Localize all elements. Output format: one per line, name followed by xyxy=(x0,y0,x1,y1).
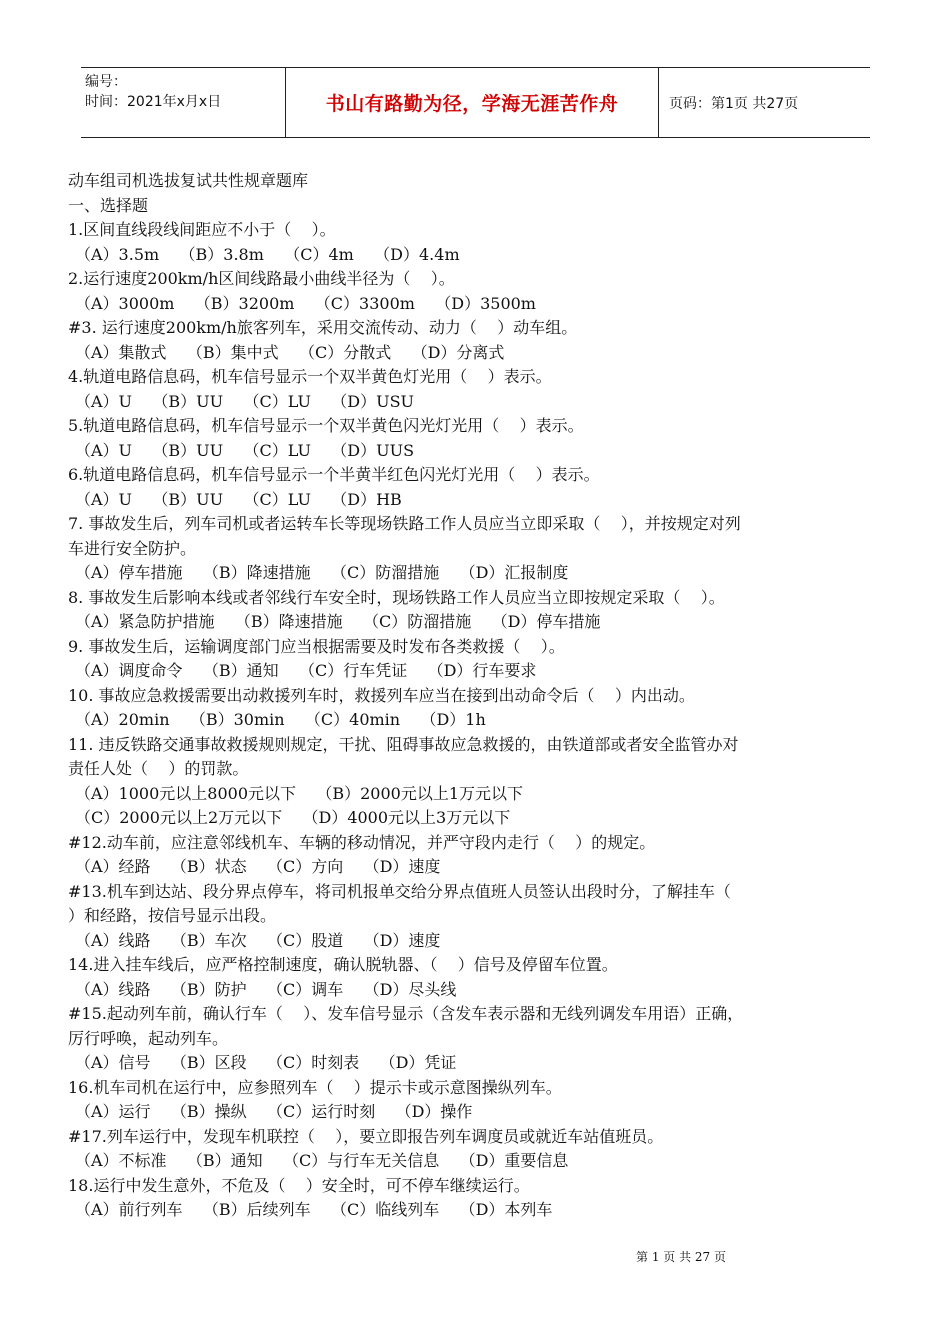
question-text: 1.区间直线段线间距应不小于（ ）。 xyxy=(68,220,336,239)
question-text: ）和经路，按信号显示出段。 xyxy=(68,906,277,925)
question-text: #13.机车到达站、段分界点停车，将司机报单交给分界点值班人员签认出段时分，了解挂车（ xyxy=(68,881,731,901)
answer-options: （A）调度命令 （B）通知 （C）行车凭证 （D）行车要求 xyxy=(75,661,537,680)
header-page-cell xyxy=(659,68,870,137)
question-text: 6.轨道电路信息码，机车信号显示一个半黄半红色闪光灯光用（ ）表示。 xyxy=(68,465,600,484)
question-text: 14.进入挂车线后，应严格控制速度，确认脱轨器、（ ）信号及停留车位置。 xyxy=(68,955,618,974)
question-text: 7. 事故发生后，列车司机或者运转车长等现场铁路工作人员应当立即采取（ ），并按规定对列 xyxy=(68,514,741,533)
question-text: #3. 运行速度200km/h旅客列车，采用交流传动、动力（ ）动车组。 xyxy=(68,318,578,337)
answer-options: （A）线路 （B）车次 （C）股道 （D）速度 xyxy=(75,930,441,950)
question-text: #17.列车运行中，发现车机联控（ ），要立即报告列车调度员或就近车站值班员。 xyxy=(68,1126,664,1146)
answer-options: （A）不标准 （B）通知 （C）与行车无关信息 （D）重要信息 xyxy=(75,1151,569,1170)
section-heading: 一、选择题 xyxy=(68,195,149,215)
time-label: 时间：2021年x月x日 xyxy=(85,94,222,110)
document-title: 动车组司机选拔复试共性规章题库 xyxy=(68,171,309,190)
header-meta xyxy=(81,68,285,137)
question-text: 5.轨道电路信息码，机车信号显示一个双半黄色闪光灯光用（ ）表示。 xyxy=(68,416,584,435)
document-body xyxy=(68,169,888,1223)
question-text: 4.轨道电路信息码，机车信号显示一个双半黄色灯光用（ ）表示。 xyxy=(68,367,552,386)
answer-options: （A）3.5m （B）3.8m （C）4m （D）4.4m xyxy=(75,244,460,264)
answer-options: （A）集散式 （B）集中式 （C）分散式 （D）分离式 xyxy=(75,342,505,362)
question-text: 8. 事故发生后影响本线或者邻线行车安全时，现场铁路工作人员应当立即按规定采取（ ）。 xyxy=(68,587,725,607)
question-text: 9. 事故发生后，运输调度部门应当根据需要及时发布各类救援（ ）。 xyxy=(68,636,565,656)
serial-label: 编号： xyxy=(85,74,127,90)
motto: 书山有路勤为径，学海无涯苦作舟 xyxy=(325,93,619,115)
question-text: 责任人处（ ）的罚款。 xyxy=(68,759,249,778)
page-header xyxy=(81,67,870,138)
question-text: #15.起动列车前，确认行车（ ）、发车信号显示（含发车表示器和无线列调发车用语）正确， xyxy=(68,1004,744,1023)
answer-options: （A）运行 （B）操纵 （C）运行时刻 （D）操作 xyxy=(75,1102,473,1121)
answer-options: （A）1000元以上8000元以下 （B）2000元以上1万元以下 xyxy=(75,783,523,803)
answer-options: （A）20min （B）30min （C）40min （D）1h xyxy=(75,710,486,729)
header-motto-cell xyxy=(285,68,659,137)
answer-options: （A）3000m （B）3200m （C）3300m （D）3500m xyxy=(75,293,536,313)
page-info: 页码：第1页 共27页 xyxy=(669,95,799,112)
answer-options: （A）停车措施 （B）降速措施 （C）防溜措施 （D）汇报制度 xyxy=(75,563,569,582)
question-text: 2.运行速度200km/h区间线路最小曲线半径为（ ）。 xyxy=(68,269,455,288)
answer-options: （A）信号 （B）区段 （C）时刻表 （D）凭证 xyxy=(75,1053,457,1072)
answer-options: （A）U （B）UU （C）LU （D）USU xyxy=(75,391,415,411)
answer-options: （A）紧急防护措施 （B）降速措施 （C）防溜措施 （D）停车措施 xyxy=(75,612,601,631)
page-footer: 第 1 页 共 27 页 xyxy=(636,1250,726,1264)
question-text: 10. 事故应急救援需要出动救援列车时，救援列车应当在接到出动命令后（ ）内出动。 xyxy=(68,685,695,705)
question-list xyxy=(68,218,888,1223)
answer-options: （A）U （B）UU （C）LU （D）UUS xyxy=(75,440,415,460)
question-text: #12.动车前，应注意邻线机车、车辆的移动情况，并严守段内走行（ ）的规定。 xyxy=(68,832,656,852)
answer-options: （A）U （B）UU （C）LU （D）HB xyxy=(75,489,402,509)
answer-options: （A）前行列车 （B）后续列车 （C）临线列车 （D）本列车 xyxy=(75,1200,553,1219)
answer-options: （C）2000元以上2万元以下 （D）4000元以上3万元以下 xyxy=(75,808,511,827)
question-text: 11. 违反铁路交通事故救援规则规定，干扰、阻碍事故应急救援的，由铁道部或者安全监管办对 xyxy=(68,734,739,754)
question-text: 18.运行中发生意外，不危及（ ）安全时，可不停车继续运行。 xyxy=(68,1175,530,1195)
question-text: 厉行呼唤，起动列车。 xyxy=(68,1028,229,1048)
answer-options: （A）经路 （B）状态 （C）方向 （D）速度 xyxy=(75,857,441,876)
question-text: 车进行安全防护。 xyxy=(68,538,197,558)
question-text: 16.机车司机在运行中，应参照列车（ ）提示卡或示意图操纵列车。 xyxy=(68,1077,562,1097)
answer-options: （A）线路 （B）防护 （C）调车 （D）尽头线 xyxy=(75,979,457,999)
